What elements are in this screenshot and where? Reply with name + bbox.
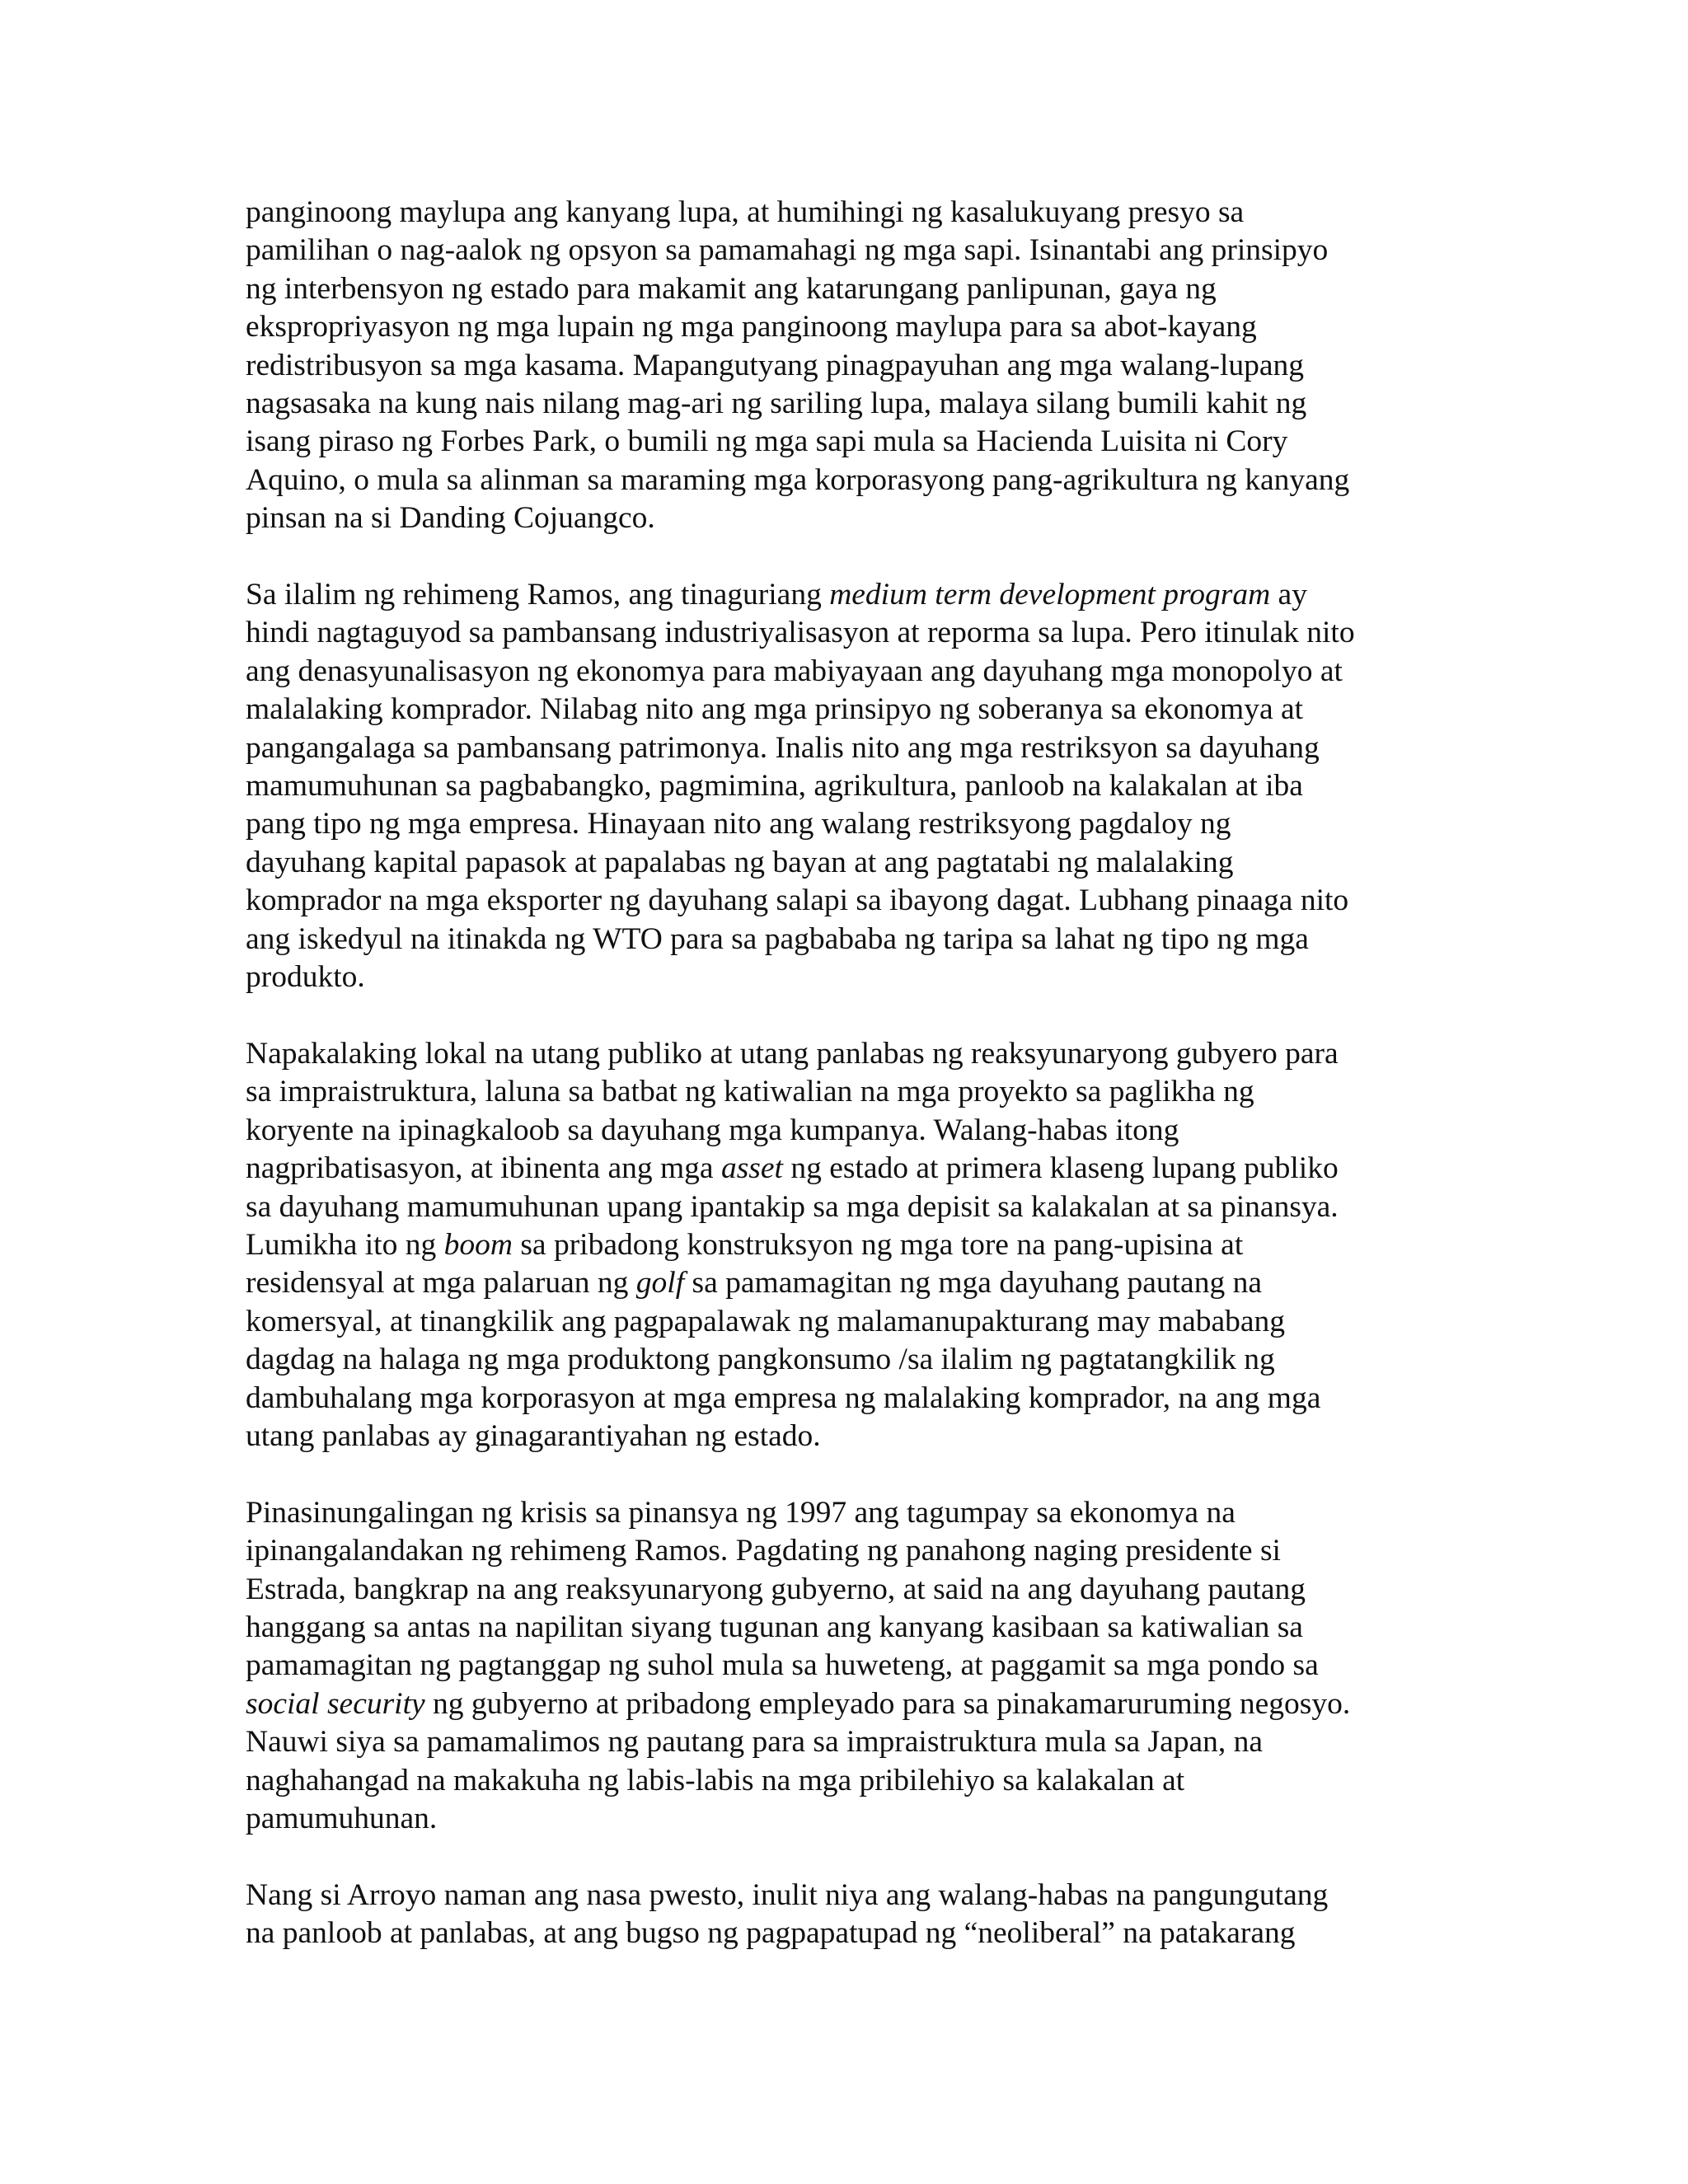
text-run: ipinangalandakan ng rehimeng Ramos. Pagdating ng panahong naging presidente si (246, 1534, 1281, 1568)
text-run: dambuhalang mga korporasyon at mga empresa ng malalaking komprador, na ang mga (246, 1380, 1321, 1415)
paragraph (246, 1877, 1449, 1953)
text-run: pang tipo ng mga empresa. Hinayaan nito ang walang restriksyong pagdaloy ng (246, 807, 1231, 841)
text-line (246, 1341, 1449, 1379)
text-run: nagpribatisasyon, at ibinenta ang mga (246, 1151, 721, 1186)
text-run: ay (1270, 578, 1307, 612)
text-run: ang iskedyul na itinakda ng WTO para sa pagbababa ng taripa sa lahat ng tipo ng mga (246, 921, 1309, 956)
text-run: produkto. (246, 960, 365, 995)
text-line (246, 1112, 1449, 1150)
text-run: Pinasinungalingan ng krisis sa pinansya ng 1997 ang tagumpay sa ekonomya na (246, 1495, 1236, 1530)
text-run: pamumuhunan. (246, 1802, 438, 1836)
italic-text: golf (635, 1266, 685, 1301)
text-line (246, 1188, 1449, 1226)
text-run: redistribusyon sa mga kasama. Mapangutyang pinagpayuhan ang mga walang-lupang (246, 348, 1305, 382)
text-run: Estrada, bangkrap na ang reaksyunaryong gubyerno, at said na ang dayuhang pautang (246, 1572, 1306, 1606)
text-run: mamumuhunan sa pagbabangko, pagmimina, agrikultura, panloob na kalakalan at iba (246, 769, 1303, 804)
text-line (246, 805, 1449, 843)
text-line (246, 1647, 1449, 1685)
text-run: isang piraso ng Forbes Park, o bumili ng mga sapi mula sa Hacienda Luisita ni Cory (246, 424, 1288, 459)
text-run: residensyal at mga palaruan ng (246, 1266, 636, 1301)
text-run: pamamagitan ng pagtanggap ng suhol mula sa huweteng, at paggamit sa mga pondo sa (246, 1648, 1319, 1683)
text-run: Aquino, o mula sa alinman sa maraming mga korporasyong pang-agrikultura ng kanyang (246, 462, 1350, 497)
paragraph (246, 1494, 1449, 1839)
text-run: koryente na ipinagkaloob sa dayuhang mga kumpanya. Walang-habas itong (246, 1113, 1179, 1147)
text-run: dagdag na halaga ng mga produktong pangkonsumo /sa ilalim ng pagtatangkilik ng (246, 1343, 1275, 1377)
text-line (246, 462, 1449, 499)
text-line (246, 653, 1449, 691)
text-run: pangangalaga sa pambansang patrimonya. Inalis nito ang mga restriksyon sa dayuhang (246, 730, 1320, 765)
text-line (246, 1494, 1449, 1532)
paragraph (246, 576, 1449, 996)
text-run: utang panlabas ay ginagarantiyahan ng estado. (246, 1418, 821, 1453)
text-line (246, 1762, 1449, 1800)
italic-text: social security (246, 1686, 425, 1721)
text-run: naghahangad na makakuha ng labis-labis na mga pribilehiyo sa kalakalan at (246, 1763, 1185, 1797)
text-run: ng interbensyon ng estado para makamit ang katarungang panlipunan, gaya ng (246, 271, 1217, 306)
text-run: ekspropriyasyon ng mga lupain ng mga panginoong maylupa para sa abot-kayang (246, 310, 1257, 344)
text-line (246, 1226, 1449, 1264)
text-line (246, 1532, 1449, 1570)
text-line (246, 385, 1449, 423)
text-line (246, 499, 1449, 537)
text-line (246, 576, 1449, 614)
text-line (246, 1150, 1449, 1188)
text-run: sa pamamagitan ng mga dayuhang pautang na (684, 1266, 1262, 1301)
text-line (246, 1877, 1449, 1915)
text-run: ang denasyunalisasyon ng ekonomya para mabiyayaan ang dayuhang mga monopolyo at (246, 654, 1343, 688)
text-run: panginoong maylupa ang kanyang lupa, at humihingi ng kasalukuyang presyo sa (246, 195, 1245, 229)
text-line (246, 614, 1449, 652)
text-line (246, 1418, 1449, 1455)
text-line (246, 308, 1449, 346)
text-run: Lumikha ito ng (246, 1227, 444, 1262)
text-line (246, 1723, 1449, 1761)
text-line (246, 1264, 1449, 1302)
text-line (246, 1571, 1449, 1609)
text-run: sa dayuhang mamumuhunan upang ipantakip sa mga depisit sa kalakalan at sa pinansya. (246, 1189, 1339, 1224)
text-line (246, 1073, 1449, 1111)
italic-text: boom (443, 1227, 513, 1262)
text-line (246, 1685, 1449, 1723)
text-line (246, 921, 1449, 958)
text-run: pinsan na si Danding Cojuangco. (246, 501, 655, 536)
text-line (246, 194, 1449, 232)
text-line (246, 270, 1449, 308)
text-run: sa pribadong konstruksyon ng mga tore na pang-upisina at (512, 1227, 1244, 1262)
text-run: nagsasaka na kung nais nilang mag-ari ng sariling lupa, malaya silang bumili kahit ng (246, 387, 1307, 421)
italic-text: medium term development program (829, 578, 1271, 612)
text-line (246, 882, 1449, 920)
text-line (246, 767, 1449, 805)
text-run: Sa ilalim ng rehimeng Ramos, ang tinaguriang (246, 578, 830, 612)
text-run: dayuhang kapital papasok at papalabas ng bayan at ang pagtatabi ng malalaking (246, 845, 1234, 879)
italic-text: asset (720, 1151, 783, 1186)
text-line (246, 1035, 1449, 1073)
text-line (246, 691, 1449, 729)
text-line (246, 423, 1449, 461)
text-run: sa impraistruktura, laluna sa batbat ng katiwalian na mga proyekto sa paglikha ng (246, 1075, 1254, 1109)
text-run: komersyal, at tinangkilik ang pagpapalawak ng malamanupakturang may mababang (246, 1304, 1286, 1338)
text-line (246, 958, 1449, 996)
text-run: Napakalaking lokal na utang publiko at utang panlabas ng reaksyunaryong gubyero para (246, 1036, 1339, 1071)
text-run: na panloob at panlabas, at ang bugso ng pagpapatupad ng “neoliberal” na patakarang (246, 1916, 1296, 1951)
document-page (246, 194, 1449, 1953)
text-line (246, 844, 1449, 882)
text-line (246, 1380, 1449, 1418)
text-run: hindi nagtaguyod sa pambansang industriyalisasyon at reporma sa lupa. Pero itinulak nito (246, 616, 1355, 650)
text-line (246, 729, 1449, 767)
paragraph (246, 1035, 1449, 1455)
text-line (246, 1303, 1449, 1341)
text-run: hanggang sa antas na napilitan siyang tugunan ang kanyang kasibaan sa katiwalian sa (246, 1610, 1303, 1644)
text-run: komprador na mga eksporter ng dayuhang salapi sa ibayong dagat. Lubhang pinaaga nito (246, 883, 1349, 918)
text-run: Nauwi siya sa pamamalimos ng pautang para sa impraistruktura mula sa Japan, na (246, 1725, 1264, 1760)
text-run: Nang si Arroyo naman ang nasa pwesto, inulit niya ang walang-habas na pangungutang (246, 1877, 1329, 1912)
text-line (246, 232, 1449, 269)
text-line (246, 1800, 1449, 1838)
text-line (246, 347, 1449, 385)
text-line (246, 1915, 1449, 1952)
text-run: ng gubyerno at pribadong empleyado para sa pinakamaruruming negosyo. (424, 1686, 1351, 1721)
text-line (246, 1609, 1449, 1647)
text-run: pamilihan o nag-aalok ng opsyon sa pamamahagi ng mga sapi. Isinantabi ang prinsipyo (246, 233, 1329, 268)
text-run: ng estado at primera klaseng lupang publiko (782, 1151, 1339, 1186)
paragraph (246, 194, 1449, 538)
text-run: malalaking komprador. Nilabag nito ang mga prinsipyo ng soberanya sa ekonomya at (246, 692, 1304, 727)
